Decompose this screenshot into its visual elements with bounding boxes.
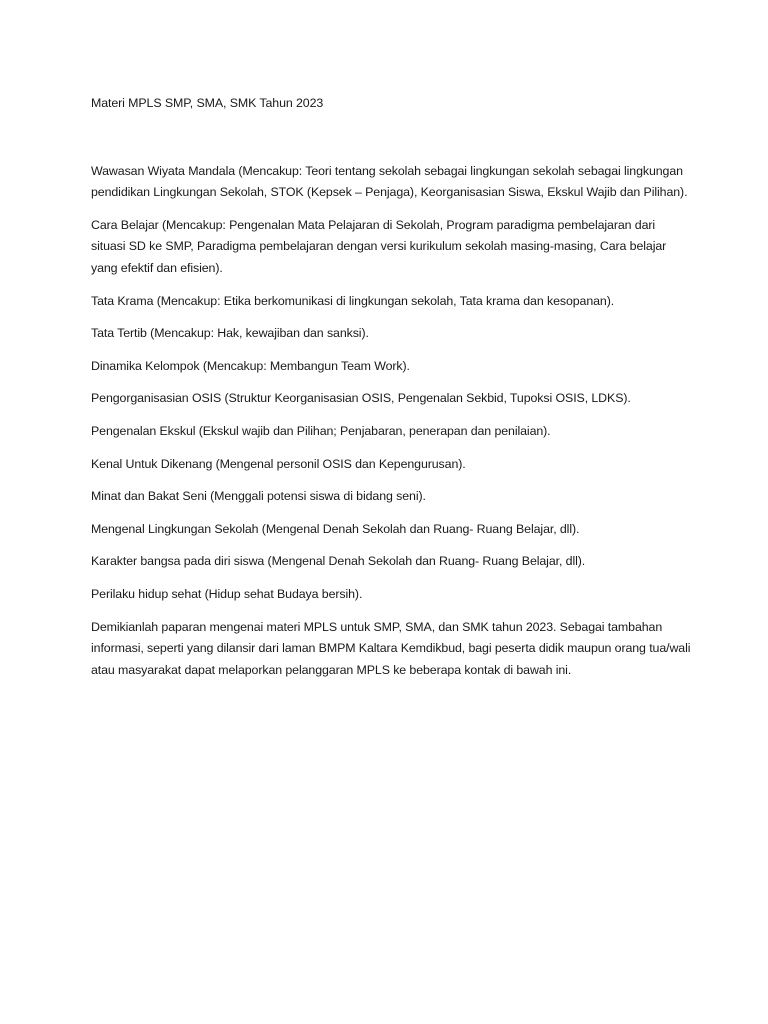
paragraph-pengorganisasian-osis: Pengorganisasian OSIS (Struktur Keorganisasian OSIS, Pengenalan Sekbid, Tupoksi OSIS, LDKS). [91, 391, 631, 406]
document-title: Materi MPLS SMP, SMA, SMK Tahun 2023 [91, 96, 324, 110]
paragraph-karakter-bangsa: Karakter bangsa pada diri siswa (Mengenal Denah Sekolah dan Ruang- Ruang Belajar, dll). [91, 554, 586, 569]
paragraph-tata-krama: Tata Krama (Mencakup: Etika berkomunikasi di lingkungan sekolah, Tata krama dan kesopanan). [91, 293, 615, 308]
paragraph-tata-tertib: Tata Tertib (Mencakup: Hak, kewajiban dan sanksi). [91, 326, 369, 341]
paragraph-wawasan-wiyata-mandala: Wawasan Wiyata Mandala (Mencakup: Teori tentang sekolah sebagai lingkungan sekolah sebagai lingkungan pendidikan Lingkungan Sekolah, STOK (Kepsek – Penjaga), Keorganisasian Siswa, Ekskul Wajib dan Pilihan). [91, 163, 688, 200]
paragraph-perilaku-hidup-sehat: Perilaku hidup sehat (Hidup sehat Budaya bersih). [91, 586, 363, 601]
paragraph-cara-belajar: Cara Belajar (Mencakup: Pengenalan Mata Pelajaran di Sekolah, Program paradigma pembelajaran dari situasi SD ke SMP, Paradigma pembelajaran dengan versi kurikulum sekolah masing-masing, Cara belajar yang efektif dan efisien). [91, 217, 667, 275]
paragraph-kenal-untuk-dikenang: Kenal Untuk Dikenang (Mengenal personil OSIS dan Kepengurusan). [91, 456, 466, 471]
paragraph-dinamika-kelompok: Dinamika Kelompok (Mencakup: Membangun Team Work). [91, 358, 410, 373]
document-body [91, 93, 691, 692]
paragraph-pengenalan-ekskul: Pengenalan Ekskul (Ekskul wajib dan Pilihan; Penjabaran, penerapan dan penilaian). [91, 423, 551, 438]
paragraph-mengenal-lingkungan-sekolah: Mengenal Lingkungan Sekolah (Mengenal Denah Sekolah dan Ruang- Ruang Belajar, dll). [91, 521, 580, 536]
paragraph-closing: Demikianlah paparan mengenai materi MPLS untuk SMP, SMA, dan SMK tahun 2023. Sebagai tambahan informasi, seperti yang dilansir dari laman BMPM Kaltara Kemdikbud, bagi peserta didik maupun orang tua/wali atau masyarakat dapat melaporkan pelanggaran MPLS ke beberapa kontak di bawah ini. [91, 619, 691, 677]
paragraph-minat-dan-bakat-seni: Minat dan Bakat Seni (Menggali potensi siswa di bidang seni). [91, 489, 426, 504]
